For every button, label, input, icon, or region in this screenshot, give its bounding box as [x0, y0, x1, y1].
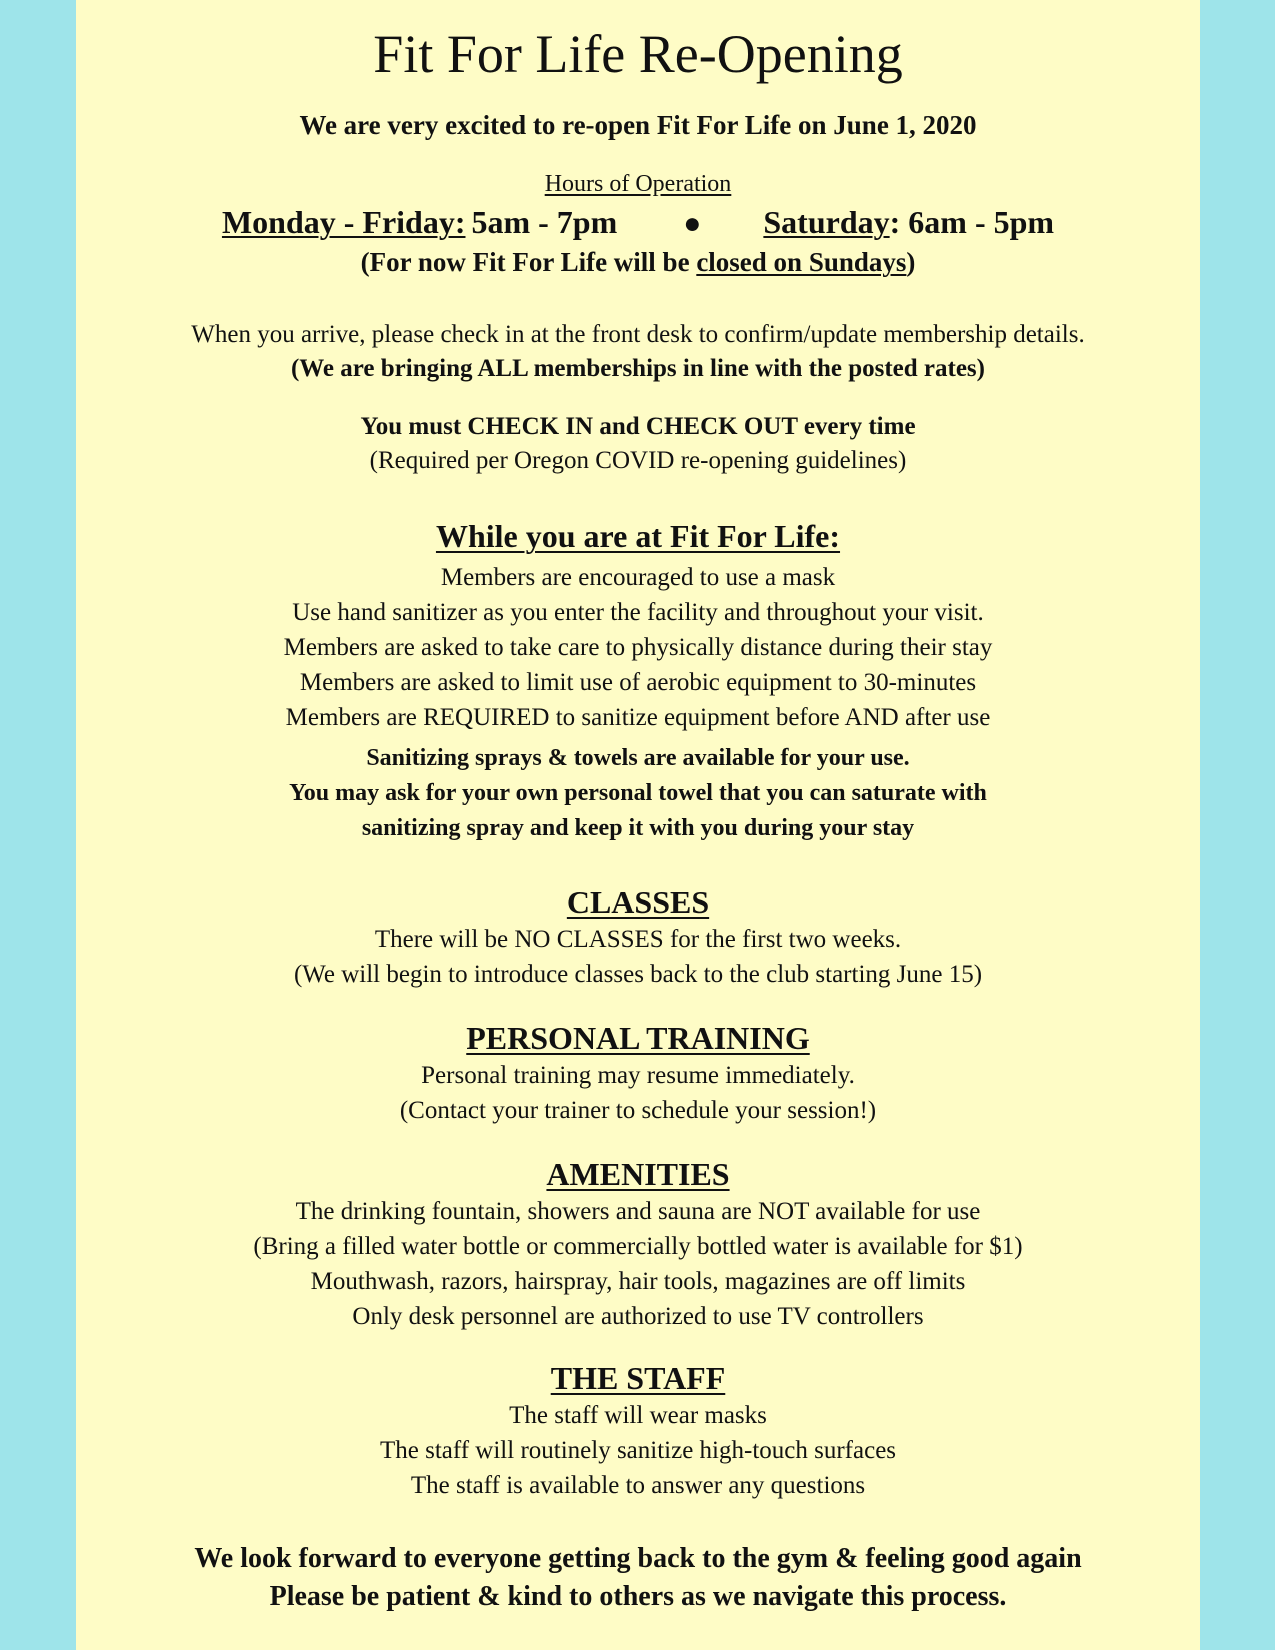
list-item: (We will begin to introduce classes back to the club starting June 15) — [293, 961, 983, 988]
list-item: The staff will routinely sanitize high-touch surfaces — [379, 1437, 897, 1464]
list-item: Sanitizing sprays & towels are available for your use. — [366, 745, 910, 771]
page-title: Fit For Life Re-Opening — [373, 24, 903, 84]
amenities-heading-text: AMENITIES — [546, 1156, 730, 1192]
list-item: The drinking fountain, showers and sauna are NOT available for use — [295, 1198, 981, 1225]
list-item: (Bring a filled water bottle or commercially bottled water is available for $1) — [253, 1233, 1023, 1260]
sunday-prefix: (For now Fit For Life will be — [360, 247, 697, 277]
amenities-heading — [76, 1154, 1200, 1194]
weekday-time: 5am - 7pm — [471, 204, 618, 240]
sunday-closed: closed on Sundays — [696, 247, 907, 277]
list-item: Personal training may resume immediately. — [421, 1062, 855, 1089]
saturday-time: : 6am - 5pm — [889, 204, 1055, 240]
arrival-notice — [76, 318, 1200, 386]
list-item: Members are REQUIRED to sanitize equipment before AND after use — [285, 704, 991, 731]
staff-section — [76, 1358, 1200, 1503]
list-item: There will be NO CLASSES for the first two weeks. — [374, 926, 902, 953]
hours-row — [76, 200, 1200, 246]
list-item: Members are asked to limit use of aerobic equipment to 30-minutes — [299, 669, 977, 696]
list-item: You may ask for your own personal towel that you can saturate with — [289, 780, 987, 806]
flyer-page — [76, 0, 1200, 1650]
amenities-section — [76, 1154, 1200, 1334]
intro-text: We are very excited to re-open Fit For Life on June 1, 2020 — [299, 110, 977, 140]
training-heading — [76, 1018, 1200, 1058]
arrival-membership-line: (We are bringing ALL memberships in line with the posted rates) — [290, 355, 985, 382]
closing-line: Please be patient & kind to others as we navigate this process. — [269, 1581, 1007, 1612]
staff-heading-text: THE STAFF — [550, 1360, 726, 1396]
classes-heading — [76, 882, 1200, 922]
list-item: Use hand sanitizer as you enter the facility and throughout your visit. — [292, 599, 984, 626]
staff-heading — [76, 1358, 1200, 1398]
list-item: Mouthwash, razors, hairspray, hair tools, magazines are off limits — [310, 1268, 966, 1295]
while-at-heading — [76, 516, 1200, 556]
sunday-suffix: ) — [906, 247, 916, 277]
training-heading-text: PERSONAL TRAINING — [466, 1020, 810, 1056]
classes-heading-text: CLASSES — [566, 884, 710, 920]
closing-message — [76, 1540, 1200, 1616]
hours-heading-text: Hours of Operation — [544, 171, 732, 197]
bullet-separator: ● — [683, 207, 702, 240]
while-at-heading-text: While you are at Fit For Life: — [435, 518, 841, 554]
saturday-label: Saturday — [763, 204, 890, 240]
checkin-line: You must CHECK IN and CHECK OUT every time — [360, 413, 916, 440]
arrival-line: When you arrive, please check in at the front desk to confirm/update membership details. — [191, 321, 1085, 348]
list-item: Members are encouraged to use a mask — [440, 564, 836, 591]
classes-section — [76, 882, 1200, 992]
hours-heading — [76, 168, 1200, 200]
list-item: The staff will wear masks — [509, 1402, 767, 1429]
list-item: The staff is available to answer any questions — [410, 1472, 866, 1499]
while-at-section — [76, 516, 1200, 846]
list-item: Only desk personnel are authorized to use TV controllers — [352, 1303, 924, 1330]
list-item: sanitizing spray and keep it with you during your stay — [361, 815, 915, 841]
sunday-notice — [76, 244, 1200, 280]
weekday-label: Monday - Friday: — [221, 204, 466, 240]
list-item: Members are asked to take care to physically distance during their stay — [283, 634, 993, 661]
checkin-notice — [76, 410, 1200, 478]
checkin-guidelines-line: (Required per Oregon COVID re-opening guidelines) — [369, 447, 907, 474]
training-section — [76, 1018, 1200, 1128]
closing-line: We look forward to everyone getting back to the gym & feeling good again — [194, 1543, 1082, 1574]
list-item: (Contact your trainer to schedule your session!) — [399, 1097, 877, 1124]
